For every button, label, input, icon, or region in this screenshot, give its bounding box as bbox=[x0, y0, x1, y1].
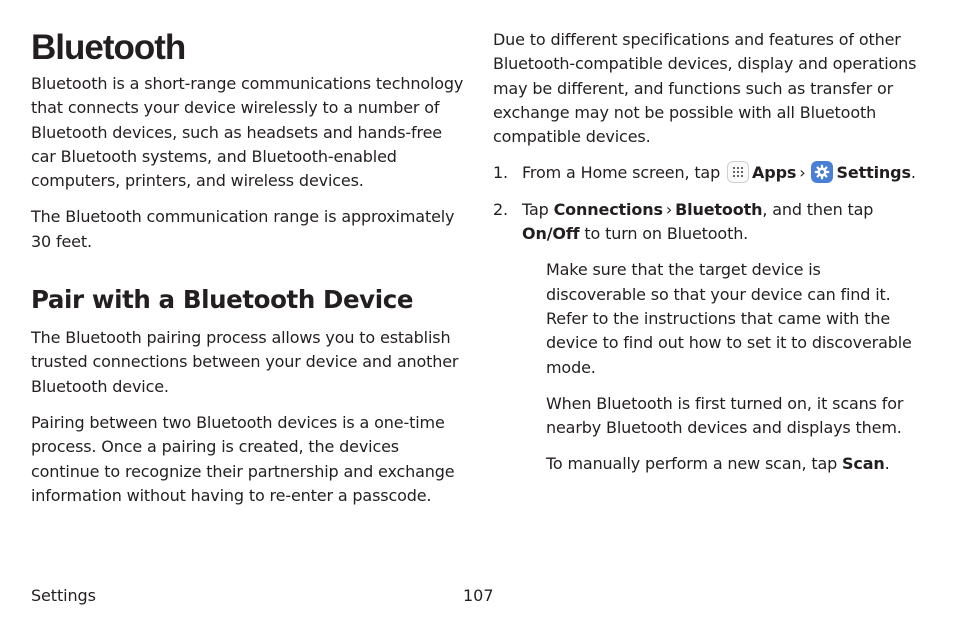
intro-paragraph-2: The Bluetooth communication range is approximately 30 feet. bbox=[31, 207, 455, 251]
section-heading: Pair with a Bluetooth Device bbox=[31, 285, 414, 315]
discoverable-note: Make sure that the target device is discoverable so that your device can find it. Refer to the instructions that came with the device to find out how to set it to discoverable mode. bbox=[546, 260, 912, 377]
right-column bbox=[493, 28, 925, 489]
step-text: , and then tap bbox=[762, 199, 874, 219]
apps-grid-icon bbox=[727, 161, 749, 183]
left-column bbox=[31, 28, 471, 520]
scan-info-note: When Bluetooth is first turned on, it scans for nearby Bluetooth devices and displays them. bbox=[546, 393, 904, 438]
step-text: Tap bbox=[522, 199, 549, 219]
connections-label: Connections bbox=[553, 199, 663, 219]
apps-label: Apps bbox=[752, 163, 797, 183]
section-paragraph-1: The Bluetooth pairing process allows you to establish trusted connections between your device and another Bluetooth device. bbox=[31, 328, 459, 396]
settings-label: Settings bbox=[836, 163, 911, 183]
step-text: From a Home screen, tap bbox=[522, 163, 721, 183]
scan-label: Scan bbox=[842, 454, 885, 474]
bluetooth-label: Bluetooth bbox=[675, 199, 763, 219]
step-number: 1. bbox=[493, 163, 508, 183]
step-1 bbox=[493, 161, 925, 185]
section-paragraph-2: Pairing between two Bluetooth devices is a one-time process. Once a pairing is created, the devices continue to recognize their partnership and exchange information without having to re-enter a passcode. bbox=[31, 412, 455, 505]
manual-scan-note bbox=[546, 452, 925, 476]
scan-note-text: To manually perform a new scan, tap bbox=[546, 454, 838, 474]
settings-gear-icon bbox=[811, 161, 833, 183]
compatibility-paragraph: Due to different specifications and features of other Bluetooth-compatible devices, display and operations may be different, and functions such as transfer or exchange may not be possible with all Bluetooth compatible devices. bbox=[493, 30, 917, 147]
onoff-label: On/Off bbox=[522, 224, 580, 244]
intro-paragraph-1: Bluetooth is a short-range communications technology that connects your device wirelessly to a number of Bluetooth devices, such as headsets and hands-free car Bluetooth systems, and Bluetooth-enabled computers, printers, and wireless devices. bbox=[31, 74, 464, 191]
step-number: 2. bbox=[493, 199, 508, 219]
footer-section-name: Settings bbox=[31, 586, 96, 605]
step-text: to turn on Bluetooth. bbox=[584, 224, 749, 244]
scan-note-end: . bbox=[884, 454, 890, 474]
page-title: Bluetooth bbox=[31, 28, 186, 67]
chevron-right-icon: › bbox=[665, 199, 673, 219]
chevron-right-icon: › bbox=[799, 163, 806, 183]
page-number: 107 bbox=[463, 586, 494, 605]
step-end: . bbox=[910, 163, 916, 183]
step-2 bbox=[493, 198, 925, 247]
